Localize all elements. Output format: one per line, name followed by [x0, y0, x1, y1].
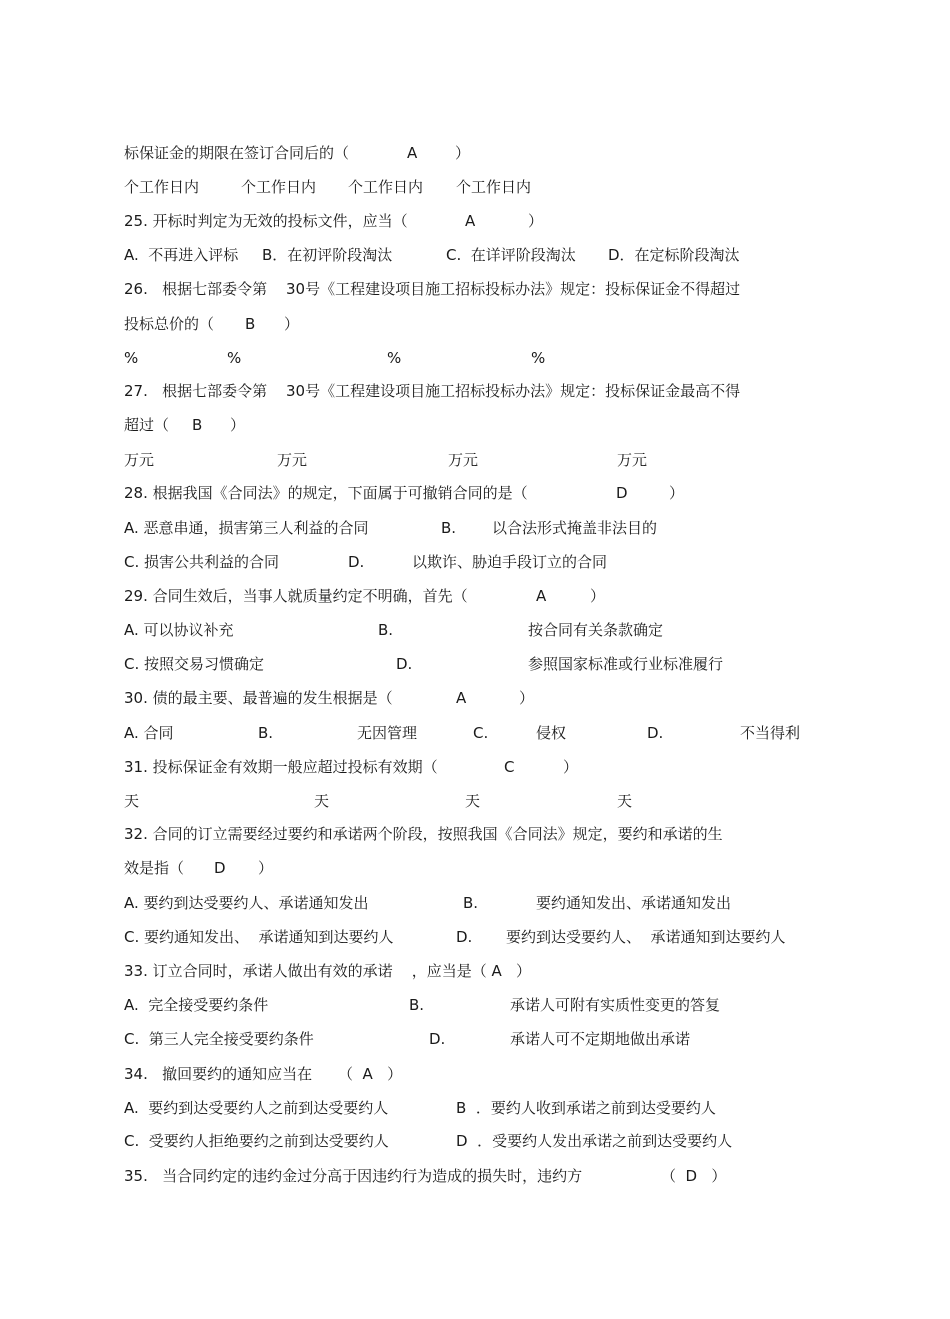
answer-paren: ） — [284, 315, 300, 333]
option-text: 侵权 — [536, 724, 567, 742]
question-text: 30. 债的最主要、最普遍的发生根据是（ — [124, 689, 393, 707]
option-text: C. 按照交易习惯确定 — [124, 655, 265, 673]
question-text: 34. 撤回要约的通知应当在 — [124, 1065, 313, 1083]
option-text: 天 — [124, 792, 140, 810]
option-text: 以合法形式掩盖非法目的 — [492, 519, 658, 537]
question-text: 35. 当合同约定的违约金过分高于因违约行为造成的损失时，违约方 — [124, 1167, 583, 1185]
option-text: B．在初评阶段淘汰 — [262, 246, 393, 264]
option-letter: D. — [647, 724, 664, 742]
option-letter: B. — [258, 724, 274, 742]
question-text: 超过（ — [124, 416, 170, 434]
option-letter: C. — [473, 724, 489, 742]
option-text: C. 在详评阶段淘汰 — [446, 246, 576, 264]
option-text: C. 受要约人拒绝要约之前到达受要约人 — [124, 1132, 389, 1150]
option-text: 承诺人可不定期地做出承诺 — [510, 1030, 691, 1048]
answer-paren: （ D ） — [661, 1167, 727, 1185]
answer-paren: ） — [669, 484, 685, 502]
option-text: 个工作日内 — [241, 178, 317, 196]
answer-paren: ） — [590, 587, 606, 605]
answer-paren: ） — [563, 758, 579, 776]
option-letter: B. — [441, 519, 457, 537]
option-text: 个工作日内 — [124, 178, 200, 196]
option-text: A. 要约到达受要约人、承诺通知发出 — [124, 894, 369, 912]
option-text: 按合同有关条款确定 — [528, 621, 664, 639]
option-text: 以欺诈、胁迫手段订立的合同 — [412, 553, 608, 571]
answer-letter: B — [192, 416, 203, 434]
option-text: 无因管理 — [357, 724, 418, 742]
option-text: % — [227, 349, 242, 367]
answer-letter: D — [616, 484, 628, 502]
answer-paren: ） — [519, 689, 535, 707]
option-text: 天 — [617, 792, 633, 810]
option-text: A. 完全接受要约条件 — [124, 996, 269, 1014]
answer-letter: C — [504, 758, 515, 776]
option-text: A. 合同 — [124, 724, 174, 742]
option-text: 万元 — [277, 451, 308, 469]
option-letter: D. — [396, 655, 413, 673]
option-text: 个工作日内 — [348, 178, 424, 196]
option-text: % — [387, 349, 402, 367]
question-text: 27. 根据七部委令第 — [124, 382, 268, 400]
answer-letter: A — [456, 689, 467, 707]
question-text: 效是指（ — [124, 859, 185, 877]
option-text: % — [124, 349, 139, 367]
question-text: 30号《工程建设项目施工招标投标办法》规定：投标保证金不得超过 — [286, 280, 741, 298]
option-text: 不当得利 — [740, 724, 801, 742]
option-letter: D. — [456, 928, 473, 946]
answer-letter: A — [407, 144, 418, 162]
option-text: D．在定标阶段淘汰 — [608, 246, 740, 264]
option-letter: B. — [463, 894, 479, 912]
option-letter: B. — [409, 996, 425, 1014]
option-text: C. 损害公共利益的合同 — [124, 553, 280, 571]
option-text: A. 可以协议补充 — [124, 621, 234, 639]
option-letter: D. — [348, 553, 365, 571]
option-text: 承诺人可附有实质性变更的答复 — [510, 996, 721, 1014]
option-text: 个工作日内 — [456, 178, 532, 196]
option-text: A. 不再进入评标 — [124, 246, 239, 264]
question-text: 投标总价的（ — [124, 315, 215, 333]
option-text: 天 — [465, 792, 481, 810]
option-text: A. 要约到达受要约人之前到达受要约人 — [124, 1099, 389, 1117]
answer-paren: （ A ） — [338, 1065, 403, 1083]
answer-letter: D — [214, 859, 226, 877]
answer-letter: B — [245, 315, 256, 333]
answer-paren: ） — [455, 144, 471, 162]
option-text: 万元 — [617, 451, 648, 469]
option-text: A. 恶意串通，损害第三人利益的合同 — [124, 519, 369, 537]
question-text: 标保证金的期限在签订合同后的（ — [124, 144, 350, 162]
answer-letter: A — [465, 212, 476, 230]
option-text: 万元 — [124, 451, 155, 469]
question-text: 25. 开标时判定为无效的投标文件，应当（ — [124, 212, 408, 230]
option-text: C. 第三人完全接受要约条件 — [124, 1030, 314, 1048]
option-text: 参照国家标准或行业标准履行 — [528, 655, 724, 673]
option-text: % — [531, 349, 546, 367]
question-text: 30号《工程建设项目施工招标投标办法》规定：投标保证金最高不得 — [286, 382, 741, 400]
question-text: 31. 投标保证金有效期一般应超过投标有效期（ — [124, 758, 438, 776]
option-text: 要约到达受要约人、 承诺通知到达要约人 — [506, 928, 786, 946]
question-text: 28. 根据我国《合同法》的规定，下面属于可撤销合同的是（ — [124, 484, 528, 502]
question-text: 32. 合同的订立需要经过要约和承诺两个阶段，按照我国《合同法》规定，要约和承诺的生 — [124, 825, 723, 843]
option-text: 天 — [314, 792, 330, 810]
option-text: C. 要约通知发出、 承诺通知到达要约人 — [124, 928, 394, 946]
answer-paren: ） — [230, 416, 246, 434]
answer-letter: A — [536, 587, 547, 605]
question-text: 29. 合同生效后，当事人就质量约定不明确，首先（ — [124, 587, 468, 605]
option-letter: D. — [429, 1030, 446, 1048]
option-text: 万元 — [448, 451, 479, 469]
option-text: B ．要约人收到承诺之前到达受要约人 — [456, 1099, 716, 1117]
answer-paren: ） — [258, 859, 274, 877]
question-text: 33. 订立合同时，承诺人做出有效的承诺 ，应当是（ A ） — [124, 962, 532, 980]
option-letter: B. — [378, 621, 394, 639]
option-text: D ．受要约人发出承诺之前到达受要约人 — [456, 1132, 733, 1150]
answer-paren: ） — [528, 212, 544, 230]
option-text: 要约通知发出、承诺通知发出 — [536, 894, 732, 912]
question-text: 26. 根据七部委令第 — [124, 280, 268, 298]
